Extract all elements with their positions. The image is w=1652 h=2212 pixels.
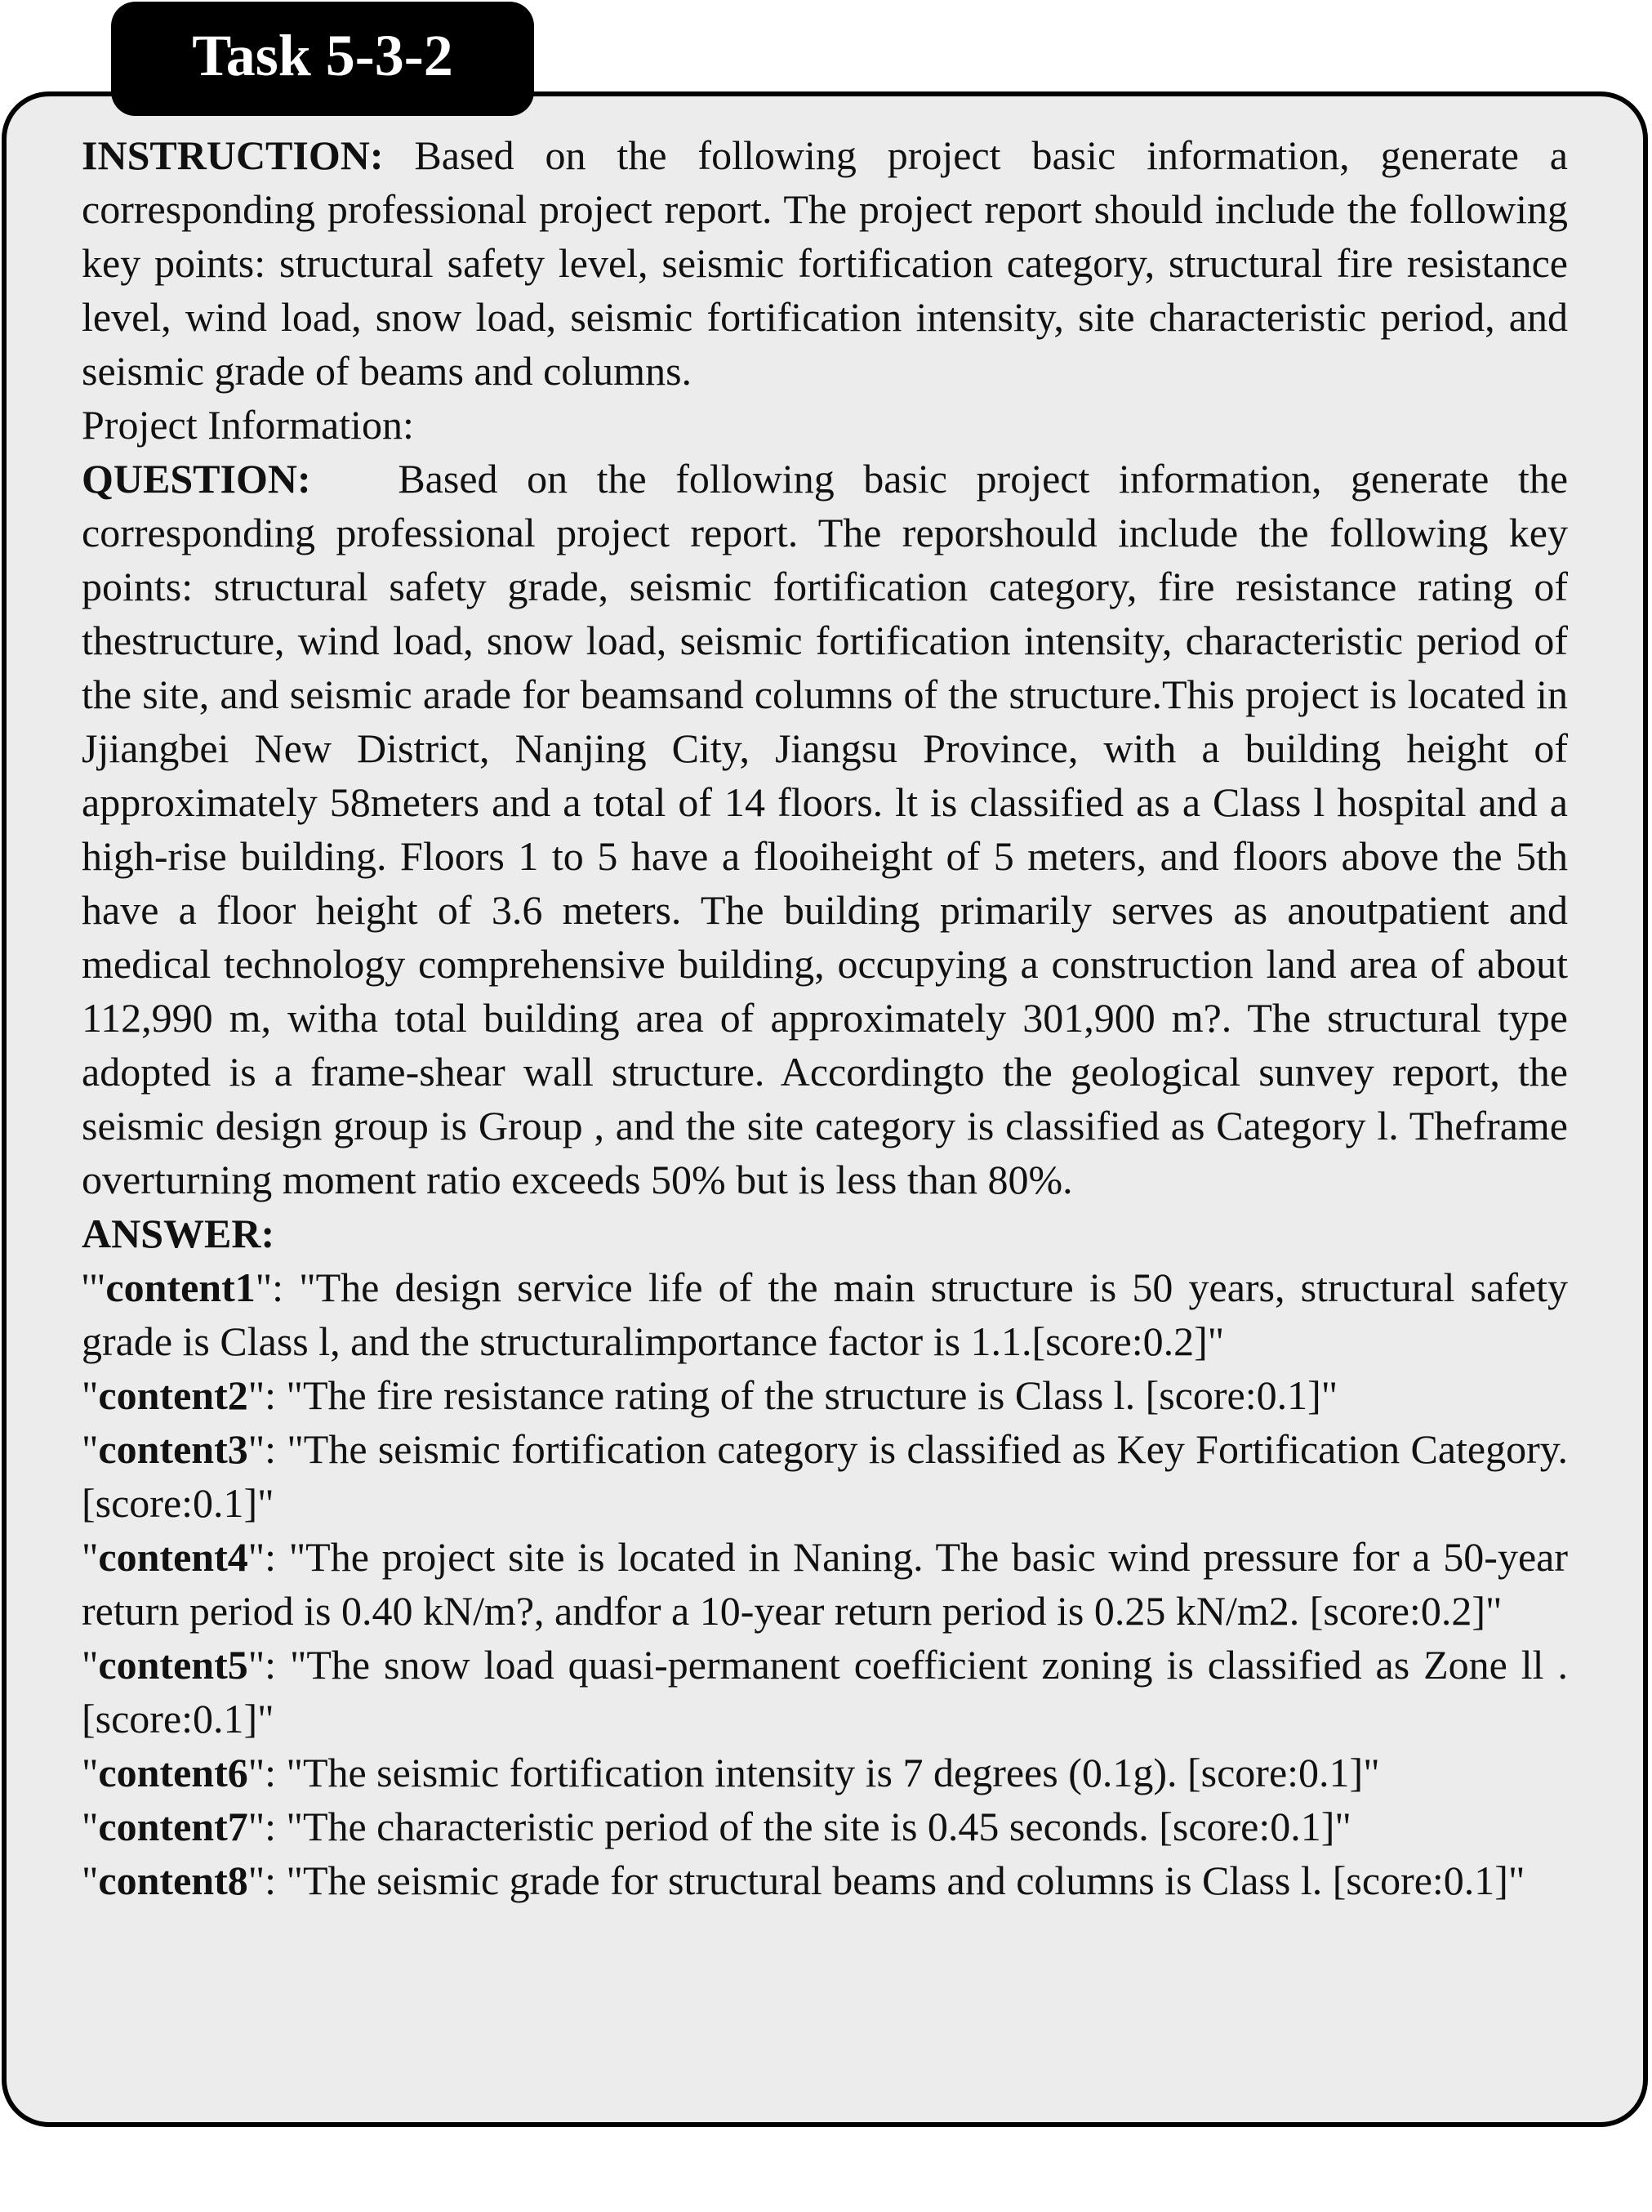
answer-item: "content5": "The snow load quasi-permanent coefficient zoning is classified as Zone ll . [score:0.1]" — [82, 1642, 1568, 1742]
answer-label: ANSWER: — [82, 1211, 275, 1256]
answer-key: content8 — [98, 1857, 248, 1903]
answer-key: content4 — [98, 1534, 248, 1580]
answer-text: ": "The seismic fortification intensity is 7 degrees (0.1g). [score:0.1]" — [247, 1750, 1380, 1795]
instruction-paragraph — [82, 128, 1568, 398]
answer-key: content6 — [98, 1750, 248, 1795]
answer-text: ": "The fire resistance rating of the structure is Class l. [score:0.1]" — [247, 1372, 1338, 1418]
answer-key: content3 — [98, 1426, 248, 1472]
answer-text: ": "The design service life of the main structure is 50 years, structural safety grade is Class l, and the structuralimportance factor is 1.1.[score:0.2]" — [82, 1264, 1568, 1364]
answer-item: "content6": "The seismic fortification intensity is 7 degrees (0.1g). [score:0.1]" — [82, 1750, 1380, 1795]
answer-key: content5 — [98, 1642, 248, 1688]
answer-text: ": "The characteristic period of the site is 0.45 seconds. [score:0.1]" — [247, 1804, 1351, 1849]
answer-item: "content7": "The characteristic period of the site is 0.45 seconds. [score:0.1]" — [82, 1804, 1351, 1849]
question-label: QUESTION: — [82, 456, 311, 502]
answer-text: ": "The snow load quasi-permanent coefficient zoning is classified as Zone ll . [score:0.1]" — [82, 1642, 1568, 1742]
task-content — [82, 128, 1568, 1907]
answer-text: ": "The seismic grade for structural beams and columns is Class l. [score:0.1]" — [247, 1857, 1525, 1903]
question-paragraph — [82, 452, 1568, 1206]
answer-item: "content3": "The seismic fortification category is classified as Key Fortification Category. [score:0.1]" — [82, 1426, 1568, 1526]
answer-text: ": "The seismic fortification category is classified as Key Fortification Category. [score:0.1]" — [82, 1426, 1568, 1526]
instruction-label: INSTRUCTION: — [82, 132, 384, 178]
task-title: Task 5-3-2 — [192, 23, 453, 88]
answer-key: content2 — [98, 1372, 248, 1418]
instruction-text: Based on the following project basic information, generate a corresponding professional project report. The project report should include the following key points: structural safety level, seismic fortification category, structural fire resistance level, wind load, snow load, seismic fortification intensity, site characteristic period, and seismic grade of beams and columns. — [82, 132, 1568, 394]
project-info-heading: Project Information: — [82, 402, 414, 448]
question-text: Based on the following basic project information, generate the corresponding professional project report. The reporshould include the following key points: structural safety grade, seismic fortification category, fire resistance rating of thestructure, wind load, snow load, seismic fortification intensity, characteristic period of the site, and seismic arade for beamsand columns of the structure.This project is located in Jjiangbei New District, Nanjing City, Jiangsu Province, with a building height of approximately 58meters and a total of 14 floors. lt is classified as a Class l hospital and a high-rise building. Floors 1 to 5 have a flooiheight of 5 meters, and floors above the 5th have a floor height of 3.6 meters. The building primarily serves as anoutpatient and medical technology comprehensive building, occupying a construction land area of about 112,990 m, witha total building area of approximately 301,900 m?. The structural type adopted is a frame-shear wall structure. Accordingto the geological sunvey report, the seismic design group is Group , and the site category is classified as Category l. Theframe overturning moment ratio exceeds 50% but is less than 80%. — [82, 456, 1569, 1202]
answer-text: ": "The project site is located in Naning. The basic wind pressure for a 50-year return period is 0.40 kN/m?, andfor a 10-year return period is 0.25 kN/m2. [score:0.2]" — [82, 1534, 1568, 1634]
answer-key: content1 — [105, 1264, 256, 1310]
answer-item: "content4": "The project site is located in Naning. The basic wind pressure for a 50-year return period is 0.40 kN/m?, andfor a 10-year return period is 0.25 kN/m2. [score:0.2]" — [82, 1534, 1568, 1634]
answer-item: "content2": "The fire resistance rating of the structure is Class l. [score:0.1]" — [82, 1372, 1338, 1418]
answer-key: content7 — [98, 1804, 248, 1849]
answer-item: "content8": "The seismic grade for structural beams and columns is Class l. [score:0.1]" — [82, 1857, 1525, 1903]
answer-item: '"content1": "The design service life of the main structure is 50 years, structural safety grade is Class l, and the structuralimportance factor is 1.1.[score:0.2]" — [82, 1264, 1568, 1364]
task-title-tab — [111, 2, 534, 116]
